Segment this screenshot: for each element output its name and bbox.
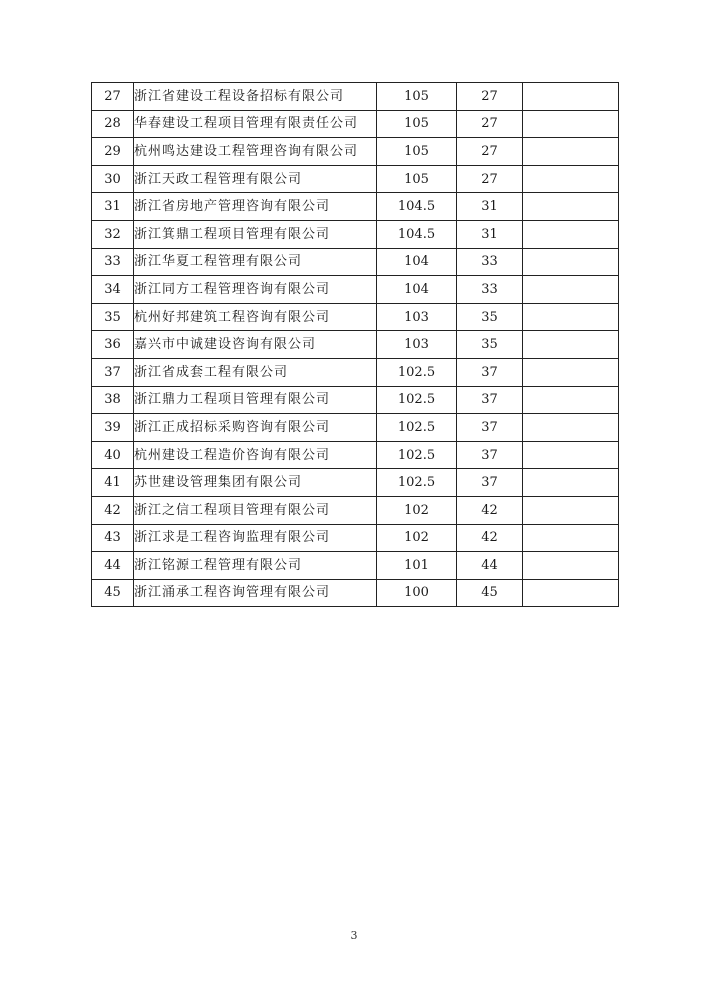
company-name-cell: 华春建设工程项目管理有限责任公司	[134, 110, 377, 138]
score-cell: 104.5	[377, 193, 457, 221]
table-row	[92, 165, 619, 193]
row-index-cell: 31	[92, 193, 134, 221]
company-name-cell: 浙江之信工程项目管理有限公司	[134, 496, 377, 524]
table-row	[92, 138, 619, 166]
table-row	[92, 552, 619, 580]
rank-cell: 37	[457, 441, 523, 469]
company-name-cell: 浙江正成招标采购咨询有限公司	[134, 414, 377, 442]
table-row	[92, 248, 619, 276]
score-cell: 102	[377, 496, 457, 524]
table-row	[92, 331, 619, 359]
note-cell	[523, 469, 619, 497]
company-name-cell: 浙江省建设工程设备招标有限公司	[134, 83, 377, 111]
score-cell: 105	[377, 138, 457, 166]
company-name-cell: 杭州好邦建筑工程咨询有限公司	[134, 303, 377, 331]
table-row	[92, 220, 619, 248]
company-name-cell: 杭州鸣达建设工程管理咨询有限公司	[134, 138, 377, 166]
row-index-cell: 29	[92, 138, 134, 166]
score-cell: 103	[377, 303, 457, 331]
rank-cell: 27	[457, 138, 523, 166]
table-row	[92, 496, 619, 524]
company-name-cell: 浙江涌承工程咨询管理有限公司	[134, 579, 377, 607]
company-name-cell: 浙江省成套工程有限公司	[134, 358, 377, 386]
rank-cell: 37	[457, 414, 523, 442]
rank-cell: 27	[457, 83, 523, 111]
table-row	[92, 579, 619, 607]
row-index-cell: 27	[92, 83, 134, 111]
rank-cell: 31	[457, 220, 523, 248]
table-row	[92, 386, 619, 414]
row-index-cell: 33	[92, 248, 134, 276]
table-row	[92, 358, 619, 386]
row-index-cell: 40	[92, 441, 134, 469]
table-row	[92, 276, 619, 304]
note-cell	[523, 331, 619, 359]
rank-cell: 42	[457, 524, 523, 552]
rank-cell: 31	[457, 193, 523, 221]
score-cell: 103	[377, 331, 457, 359]
row-index-cell: 37	[92, 358, 134, 386]
row-index-cell: 28	[92, 110, 134, 138]
score-cell: 102.5	[377, 441, 457, 469]
page-number: 3	[350, 929, 358, 942]
note-cell	[523, 138, 619, 166]
row-index-cell: 43	[92, 524, 134, 552]
note-cell	[523, 386, 619, 414]
table-row	[92, 193, 619, 221]
score-cell: 101	[377, 552, 457, 580]
row-index-cell: 38	[92, 386, 134, 414]
ranking-table	[91, 82, 619, 607]
row-index-cell: 44	[92, 552, 134, 580]
note-cell	[523, 165, 619, 193]
note-cell	[523, 496, 619, 524]
table-body	[92, 83, 619, 607]
row-index-cell: 34	[92, 276, 134, 304]
table-row	[92, 469, 619, 497]
rank-cell: 44	[457, 552, 523, 580]
note-cell	[523, 303, 619, 331]
table-row	[92, 83, 619, 111]
row-index-cell: 32	[92, 220, 134, 248]
company-name-cell: 浙江求是工程咨询监理有限公司	[134, 524, 377, 552]
score-cell: 104	[377, 276, 457, 304]
table-row	[92, 303, 619, 331]
company-name-cell: 嘉兴市中诚建设咨询有限公司	[134, 331, 377, 359]
note-cell	[523, 193, 619, 221]
score-cell: 102.5	[377, 414, 457, 442]
score-cell: 102	[377, 524, 457, 552]
company-name-cell: 杭州建设工程造价咨询有限公司	[134, 441, 377, 469]
rank-cell: 33	[457, 276, 523, 304]
note-cell	[523, 579, 619, 607]
note-cell	[523, 220, 619, 248]
company-name-cell: 苏世建设管理集团有限公司	[134, 469, 377, 497]
rank-cell: 35	[457, 331, 523, 359]
note-cell	[523, 441, 619, 469]
company-name-cell: 浙江省房地产管理咨询有限公司	[134, 193, 377, 221]
rank-cell: 45	[457, 579, 523, 607]
row-index-cell: 45	[92, 579, 134, 607]
rank-cell: 37	[457, 469, 523, 497]
table-row	[92, 524, 619, 552]
score-cell: 105	[377, 83, 457, 111]
rank-cell: 37	[457, 386, 523, 414]
row-index-cell: 35	[92, 303, 134, 331]
score-cell: 102.5	[377, 386, 457, 414]
company-name-cell: 浙江华夏工程管理有限公司	[134, 248, 377, 276]
score-cell: 104.5	[377, 220, 457, 248]
rank-cell: 27	[457, 165, 523, 193]
note-cell	[523, 414, 619, 442]
table-row	[92, 110, 619, 138]
rank-cell: 37	[457, 358, 523, 386]
row-index-cell: 42	[92, 496, 134, 524]
company-name-cell: 浙江铭源工程管理有限公司	[134, 552, 377, 580]
rank-cell: 42	[457, 496, 523, 524]
note-cell	[523, 358, 619, 386]
rank-cell: 33	[457, 248, 523, 276]
score-cell: 105	[377, 165, 457, 193]
note-cell	[523, 552, 619, 580]
note-cell	[523, 276, 619, 304]
company-name-cell: 浙江同方工程管理咨询有限公司	[134, 276, 377, 304]
note-cell	[523, 524, 619, 552]
company-name-cell: 浙江鼎力工程项目管理有限公司	[134, 386, 377, 414]
company-name-cell: 浙江天政工程管理有限公司	[134, 165, 377, 193]
note-cell	[523, 248, 619, 276]
score-cell: 104	[377, 248, 457, 276]
score-cell: 105	[377, 110, 457, 138]
company-name-cell: 浙江箕鼎工程项目管理有限公司	[134, 220, 377, 248]
row-index-cell: 36	[92, 331, 134, 359]
table-row	[92, 414, 619, 442]
score-cell: 102.5	[377, 469, 457, 497]
score-cell: 102.5	[377, 358, 457, 386]
row-index-cell: 41	[92, 469, 134, 497]
row-index-cell: 30	[92, 165, 134, 193]
note-cell	[523, 83, 619, 111]
table-row	[92, 441, 619, 469]
rank-cell: 27	[457, 110, 523, 138]
score-cell: 100	[377, 579, 457, 607]
note-cell	[523, 110, 619, 138]
row-index-cell: 39	[92, 414, 134, 442]
rank-cell: 35	[457, 303, 523, 331]
